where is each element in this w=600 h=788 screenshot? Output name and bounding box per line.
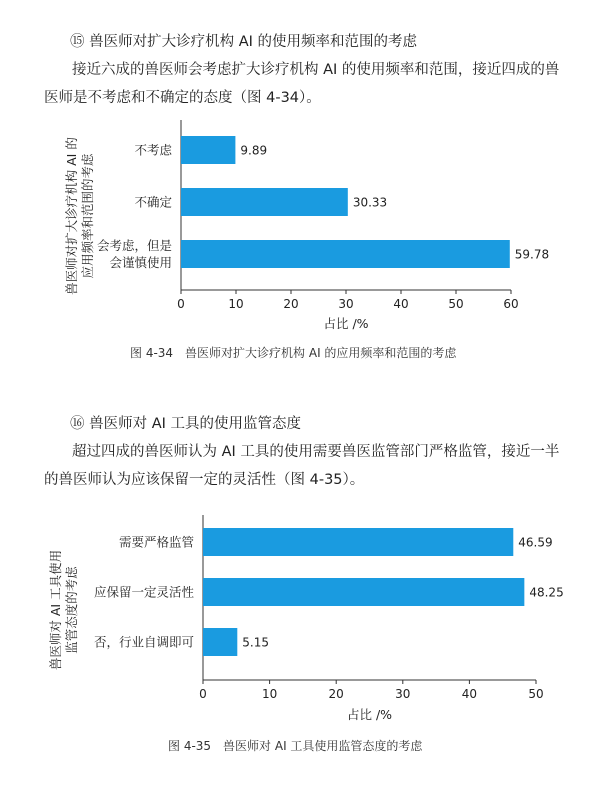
category-label: 不确定 — [134, 194, 172, 210]
y-axis-title-line: 监管态度的考虑 — [64, 566, 79, 654]
bar-value-label: 9.89 — [240, 143, 268, 158]
category-label: 不考虑 — [134, 142, 172, 158]
x-tick-label: 0 — [177, 297, 185, 311]
bar-value-label: 46.59 — [518, 535, 553, 550]
x-tick-label: 40 — [393, 297, 409, 311]
x-tick-label: 10 — [261, 687, 278, 701]
section-15-paragraph: 接近六成的兽医师会考虑扩大诊疗机构 AI 的使用频率和范围，接近四成的兽医师是不考虑和不确定的态度（图 4-34）。 — [44, 62, 560, 106]
bar — [203, 528, 513, 556]
x-tick-label: 30 — [395, 687, 411, 701]
bar — [181, 240, 510, 268]
category-label: 应保留一定灵活性 — [93, 584, 194, 600]
x-tick-label: 60 — [503, 297, 519, 311]
figure-4-34-caption: 图 4-34 兽医师对扩大诊疗机构 AI 的应用频率和范围的考虑 — [130, 346, 457, 360]
figure-4-35-caption: 图 4-35 兽医师对 AI 工具使用监管态度的考虑 — [168, 739, 423, 753]
bar — [181, 188, 348, 216]
chart-4-35 — [0, 515, 600, 730]
chart-4-34 — [0, 120, 600, 340]
bar — [203, 578, 524, 606]
x-tick-label: 20 — [328, 687, 344, 701]
bar — [203, 628, 237, 656]
y-axis-title-line: 应用频率和范围的考虑 — [80, 153, 95, 279]
y-axis-title — [64, 137, 95, 295]
y-axis-title-line: 兽医师对 AI 工具使用 — [48, 549, 63, 671]
bar-value-label: 48.25 — [529, 585, 564, 600]
category-label: 会谨慎使用 — [109, 255, 172, 270]
category-label: 需要严格监管 — [118, 534, 194, 550]
bar-value-label: 30.33 — [352, 195, 388, 210]
bar — [181, 136, 235, 164]
x-tick-label: 10 — [228, 297, 244, 311]
x-tick-label: 50 — [448, 297, 464, 311]
y-axis-title-line: 兽医师对扩大诊疗机构 AI 的 — [64, 137, 79, 295]
bar-value-label: 59.78 — [514, 247, 550, 262]
section-16-heading: ⑯ 兽医师对 AI 工具的使用监管态度 — [70, 416, 302, 432]
x-tick-label: 0 — [199, 687, 207, 701]
x-tick-label: 30 — [338, 297, 354, 311]
x-tick-label: 50 — [528, 687, 544, 701]
x-axis-title: 占比 /% — [323, 316, 369, 331]
category-label: 会考虑，但是 — [96, 238, 172, 253]
y-axis-title — [48, 550, 79, 670]
x-tick-label: 40 — [461, 687, 478, 701]
section-16-paragraph: 超过四成的兽医师认为 AI 工具的使用需要兽医监管部门严格监管，接近一半的兽医师认为应该保留一定的灵活性（图 4-35）。 — [44, 444, 560, 488]
x-axis-title: 占比 /% — [346, 707, 393, 722]
section-15-heading: ⑮ 兽医师对扩大诊疗机构 AI 的使用频率和范围的考虑 — [70, 34, 418, 50]
bar-value-label: 5.15 — [242, 635, 270, 650]
x-tick-label: 20 — [283, 297, 299, 311]
category-label: 否，行业自调即可 — [93, 634, 194, 650]
